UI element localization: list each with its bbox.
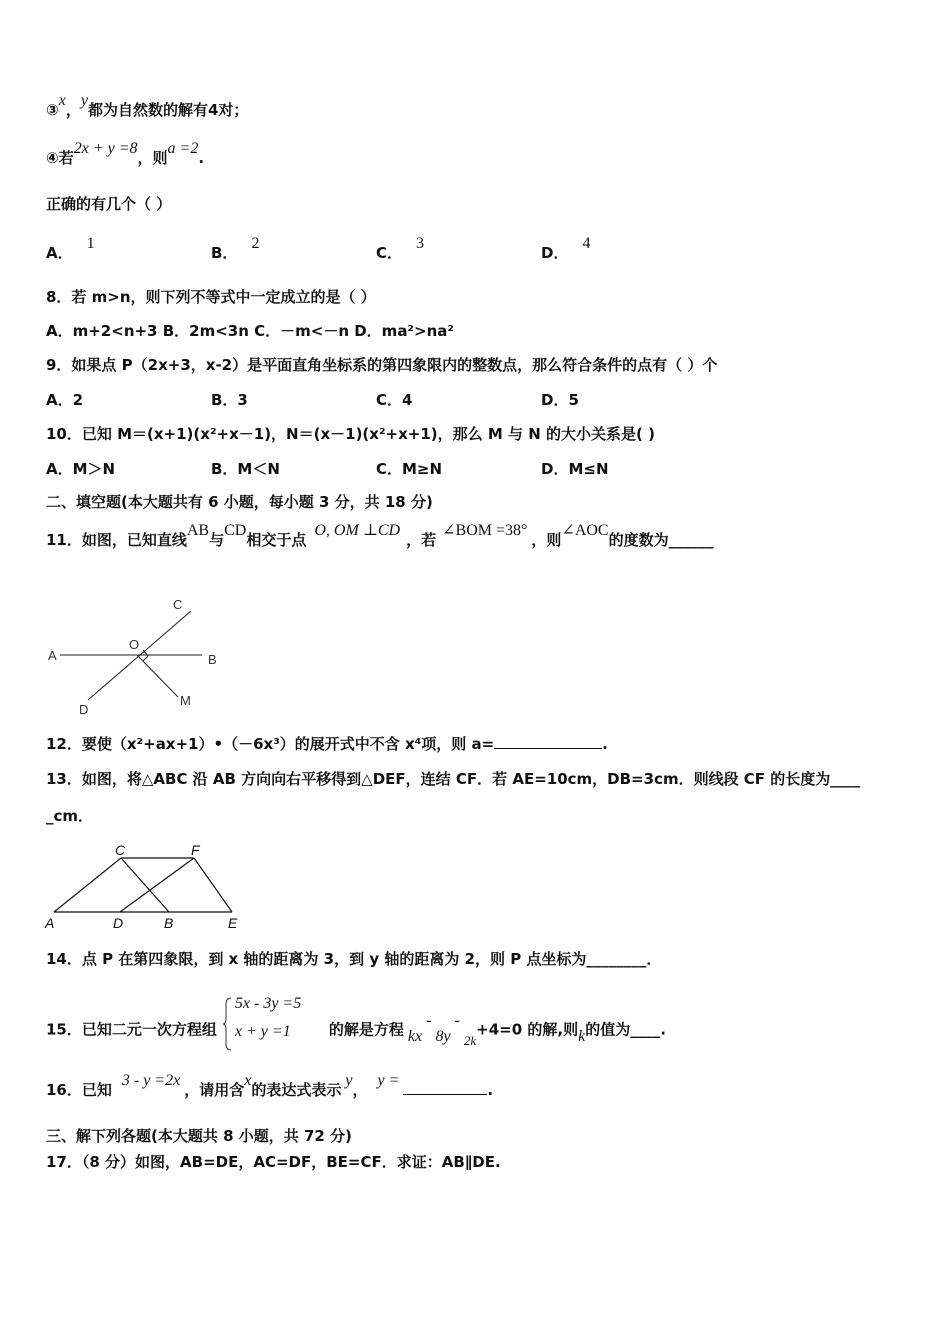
option-value: 2 — [251, 235, 260, 252]
math-ab: AB — [186, 522, 210, 539]
math-y: y — [80, 92, 88, 109]
text: . — [487, 1081, 494, 1099]
math-cd: CD — [224, 522, 247, 539]
q6-item3 — [46, 92, 249, 121]
label-d: D — [79, 702, 89, 717]
text: 的解是方程 — [328, 1020, 404, 1039]
label-e: E — [228, 915, 238, 931]
math-y: y — [345, 1072, 353, 1089]
text: 与 — [209, 531, 225, 549]
math-angle-aoc: ∠AOC — [561, 522, 609, 539]
q8-stem: 8．若 m>n，则下列不等式中一定成立的是（ ） — [46, 288, 376, 306]
label-b: B — [164, 915, 174, 931]
text: 的度数为______ — [608, 531, 714, 549]
option-label: A． — [46, 244, 73, 262]
q7-option-c — [376, 235, 425, 263]
math-condition: O, OM ⊥CD — [314, 522, 401, 539]
separator: ， — [65, 101, 81, 119]
text: 16．已知 — [46, 1081, 112, 1099]
math-angle: ∠BOM =38° — [442, 522, 528, 539]
ray-om — [137, 655, 178, 697]
text: ，请用含 — [184, 1081, 245, 1099]
item-text: 都为自然数的解有4对； — [87, 101, 249, 119]
segment-df — [120, 858, 194, 912]
label-c: C — [173, 597, 183, 612]
text: ，若 — [406, 531, 437, 549]
label-o: O — [129, 637, 140, 652]
math-8y: 8y — [435, 1027, 451, 1045]
math-equation: 2x + y =8 — [73, 140, 138, 157]
q9-option-d: D．5 — [541, 391, 579, 409]
math-y-equals: y = — [377, 1072, 400, 1089]
q13-figure — [44, 842, 244, 934]
q7-stem: 正确的有几个（ ） — [46, 195, 172, 213]
math-x: x — [244, 1072, 252, 1089]
option-value: 4 — [582, 235, 591, 252]
equation-system — [223, 995, 323, 1052]
q7-option-b — [211, 235, 260, 263]
text: 11．如图，已知直线 — [46, 531, 187, 549]
math-2k: 2k — [463, 1032, 477, 1048]
q7-option-d — [541, 235, 591, 263]
label-c: C — [115, 842, 126, 858]
math-k: k — [578, 1027, 586, 1045]
q13-stem-line2: _cm． — [46, 807, 94, 825]
text: ， — [352, 1081, 368, 1099]
label-f: F — [191, 842, 200, 858]
math-result: a =2 — [167, 140, 199, 157]
label-a: A — [45, 915, 55, 931]
equation-2: x + y =1 — [234, 1023, 291, 1040]
option-label: B． — [211, 244, 238, 262]
option-value: 3 — [416, 235, 425, 252]
q9-option-a: A．2 — [46, 391, 84, 409]
math-equation: 3 - y =2x — [121, 1072, 181, 1089]
answer-blank[interactable] — [494, 734, 602, 749]
math-kx: kx — [407, 1027, 423, 1045]
q13-stem-line1: 13．如图，将△ABC 沿 AB 方向向右平移得到△DEF，连结 CF．若 AE=10cm，DB=3cm．则线段 CF 的长度为____ — [46, 770, 861, 788]
equation-1: 5x - 3y =5 — [234, 995, 302, 1012]
label-d: D — [113, 915, 124, 931]
label-b: B — [208, 652, 217, 667]
q10-option-d: D．M≤N — [541, 460, 609, 478]
text: 的表达式表示 — [251, 1081, 342, 1099]
option-label: C． — [376, 244, 403, 262]
q10-stem: 10．已知 M＝(x+1)(x²+x－1)，N＝(x－1)(x²+x+1)，那么 M 与 N 的大小关系是( ) — [46, 425, 655, 443]
option-label: D． — [541, 244, 569, 262]
text: ，则 — [531, 531, 562, 549]
text: 相交于点 — [246, 531, 307, 549]
segment-ac — [54, 858, 121, 912]
segment-fe — [194, 858, 232, 912]
q10-option-a: A．M＞N — [46, 460, 116, 478]
item-text: . — [198, 149, 205, 167]
q8-options: A．m+2<n+3 B．2m<3n C．－m<－n D．ma²>na² — [46, 322, 454, 340]
item-text: ，则 — [137, 149, 168, 167]
q12-stem — [46, 734, 608, 754]
option-value: 1 — [86, 235, 95, 252]
answer-blank[interactable] — [403, 1080, 487, 1095]
q16-stem — [46, 1072, 494, 1101]
item-text: 若 — [58, 149, 74, 167]
item-number: ③ — [46, 101, 59, 119]
q17-stem: 17．（8 分）如图，AB=DE，AC=DF，BE=CF．求证：AB∥DE. — [46, 1153, 501, 1171]
text: . — [602, 735, 608, 753]
q11-stem — [46, 522, 714, 551]
q9-stem: 9．如果点 P（2x+3，x-2）是平面直角坐标系的第四象限内的整数点，那么符合条件的点有（ ）个 — [46, 356, 718, 374]
brace-icon — [223, 996, 233, 1052]
text: 15．已知二元一次方程组 — [46, 1020, 217, 1039]
label-a: A — [48, 648, 57, 663]
text: 的值为____. — [585, 1020, 666, 1039]
q10-option-c: C．M≥N — [376, 460, 443, 478]
math-x: x — [58, 92, 66, 109]
section-2-title: 二、填空题(本大题共有 6 小题，每小题 3 分，共 18 分) — [46, 493, 433, 511]
text: +4=0 的解,则 — [476, 1020, 579, 1039]
item-number: ④ — [46, 149, 59, 167]
q11-figure — [46, 592, 236, 720]
q10-option-b: B．M＜N — [211, 460, 280, 478]
q9-option-b: B．3 — [211, 391, 248, 409]
segment-cb — [121, 858, 169, 912]
label-m: M — [180, 693, 191, 708]
q9-option-c: C．4 — [376, 391, 413, 409]
q15-stem: 15．已知二元一次方程组 5x - 3y =5 x + y =1 的解是方程 kx - 8y - 2k+4=0 的解,则k的值为____. — [46, 1008, 666, 1052]
q7-option-a — [46, 235, 95, 263]
text: 12．要使（x²+ax+1）•（－6x³）的展开式中不含 x⁴项，则 a= — [46, 735, 495, 753]
section-3-title: 三、解下列各题(本大题共 8 小题，共 72 分) — [46, 1127, 352, 1145]
q14-stem: 14．点 P 在第四象限，到 x 轴的距离为 3，到 y 轴的距离为 2，则 P 点坐标为________． — [46, 950, 662, 968]
q6-item4 — [46, 140, 205, 169]
